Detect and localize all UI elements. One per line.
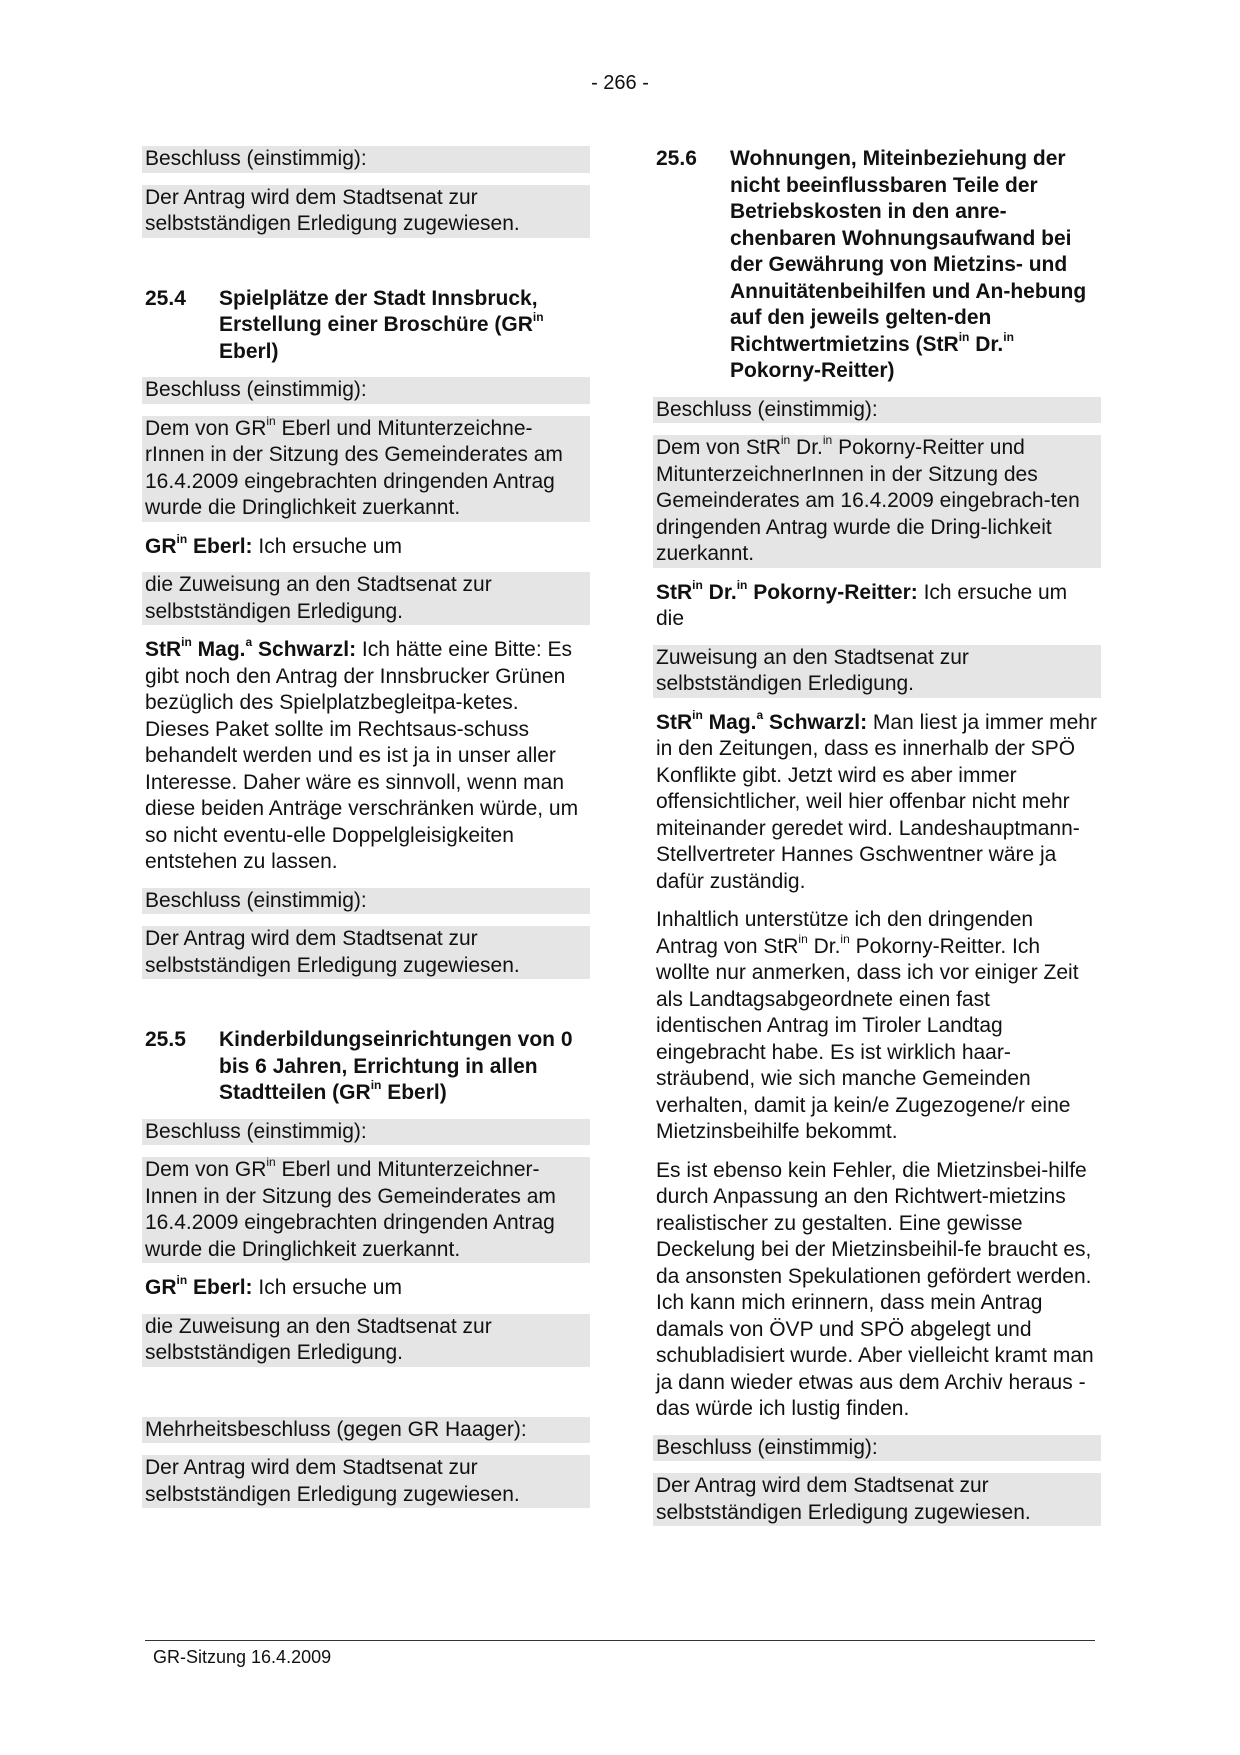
section-25-5-heading	[145, 1027, 587, 1107]
decision-label: Beschluss (einstimmig):	[142, 888, 590, 915]
request-text: Zuweisung an den Stadtsenat zur selbstständigen Erledigung.	[653, 645, 1101, 698]
speaker-statement: StR$^{in}$ Dr.$^{in}$ Pokorny-Reitter: Ich ersuche um die	[656, 577, 1068, 630]
decision-text: Der Antrag wird dem Stadtsenat zur selbstständigen Erledigung zugewiesen.	[653, 1473, 1101, 1526]
speaker-statement: $GR^{in}$ Eberl: Ich ersuche um	[145, 531, 402, 558]
decision-text: Dem von $GR^{in}$ Eberl und Mitunterzeichner-Innen in der Sitzung des Gemeinderates am 16.4.2009 eingebrachten dringenden Antrag wurde die Dringlichkeit zuerkannt.	[142, 1157, 590, 1263]
section-number: 25.5	[145, 1028, 186, 1051]
decision-label: Beschluss (einstimmig):	[142, 377, 590, 404]
section-title: Wohnungen, Miteinbeziehung der nicht beeinflussbaren Teile der Betriebskosten in den anre-chenbaren Wohnungsaufwand bei der Gewährung von Mietzins- und Annuitätenbeihilfen und An-hebung auf den jeweils gelten-den Richtwertmietzins (StR$^{in}$ Dr.$^{in}$ Pokorny-Reitter)	[730, 147, 1087, 382]
decision-text: Dem von StR$^{in}$ Dr.$^{in}$ Pokorny-Reitter und MitunterzeichnerInnen in der Sitzung des Gemeinderates am 16.4.2009 eingebrach-ten dringenden Antrag wurde die Dring-lichkeit zuerkannt.	[653, 435, 1101, 568]
decision-label: Beschluss (einstimmig):	[653, 397, 1101, 424]
section-number: 25.6	[656, 147, 697, 170]
speaker-statement: StR$^{in}$ Mag.$^a$ Schwarzl: Man liest ja immer mehr in den Zeitungen, dass es innerhalb der SPÖ Konflikte gibt. Jetzt wird es aber immer offensichtlicher, weil hier offenbar nicht mehr miteinander geredet wird. Landeshauptmann-Stellvertreter Hannes Gschwentner wäre ja dafür zuständig.	[656, 707, 1097, 893]
statement-paragraph: Es ist ebenso kein Fehler, die Mietzinsbei-hilfe durch Anpassung an den Richtwert-mietzins realistischer zu gestalten. Eine gewisse Deckelung bei der Mietzinsbeihil-fe braucht es, da ansonsten Spekulationen gefördert werden. Ich kann mich erinnern, dass mein Antrag damals von ÖVP und SPÖ abgelegt und schubladisiert wurde. Aber vielleicht kramt man ja dann wieder etwas aus dem Archiv heraus - das würde ich lustig finden.	[656, 1158, 1094, 1420]
right-column	[656, 146, 1098, 1526]
statement-paragraph: Inhaltlich unterstütze ich den dringenden Antrag von StR$^{in}$ Dr.$^{in}$ Pokorny-Reitter. Ich wollte nur anmerken, dass ich vor einiger Zeit als Landtagsabgeordnete einen fast identischen Antrag im Tiroler Landtag eingebracht habe. Es ist wirklich haar-sträubend, wie sich manche Gemeinden verhalten, damit ja kein/e Zugezogene/r eine Mietzinsbeihilfe bekommt.	[656, 908, 1079, 1143]
page-number: - 266 -	[591, 72, 649, 94]
footer-text: GR-Sitzung 16.4.2009	[153, 1647, 332, 1667]
footer-divider	[145, 1640, 1095, 1641]
decision-label: Beschluss (einstimmig):	[653, 1435, 1101, 1462]
left-column	[145, 146, 587, 1508]
decision-text: Der Antrag wird dem Stadtsenat zur selbstständigen Erledigung zugewiesen.	[142, 926, 590, 979]
decision-label: Mehrheitsbeschluss (gegen GR Haager):	[142, 1417, 590, 1444]
decision-text: Der Antrag wird dem Stadtsenat zur selbstständigen Erledigung zugewiesen.	[142, 1455, 590, 1508]
decision-text: Der Antrag wird dem Stadtsenat zur selbstständigen Erledigung zugewiesen.	[142, 185, 590, 238]
section-25-4-heading	[145, 286, 587, 366]
decision-text: Dem von $GR^{in}$ Eberl und Mitunterzeichne-rInnen in der Sitzung des Gemeinderates am 16.4.2009 eingebrachten dringenden Antrag wurde die Dringlichkeit zuerkannt.	[142, 416, 590, 522]
request-text: die Zuweisung an den Stadtsenat zur selbstständigen Erledigung.	[142, 572, 590, 625]
decision-label: Beschluss (einstimmig):	[142, 146, 590, 173]
speaker-statement: StR$^{in}$ Mag.$^a$ Schwarzl: Ich hätte eine Bitte: Es gibt noch den Antrag der Innsbrucker Grünen bezüglich des Spielplatzbegleitpa-ketes. Dieses Paket sollte im Rechtsaus-schuss behandelt werden und es ist ja in unser aller Interesse. Daher wäre es sinnvoll, wenn man diese beiden Anträge verschränken würde, um so nicht eventu-elle Doppelgleisigkeiten entstehen zu lassen.	[145, 635, 579, 873]
request-text: die Zuweisung an den Stadtsenat zur selbstständigen Erledigung.	[142, 1314, 590, 1367]
speaker-statement: $GR^{in}$ Eberl: Ich ersuche um	[145, 1273, 402, 1299]
section-25-6-heading	[656, 146, 1098, 385]
section-title: Kinderbildungseinrichtungen von 0 bis 6 Jahren, Errichtung in allen Stadtteilen ($GR^{in}$ Eberl)	[219, 1028, 573, 1104]
decision-label: Beschluss (einstimmig):	[142, 1119, 590, 1146]
section-title: Spielplätze der Stadt Innsbruck, Erstellung einer Broschüre ($GR^{in}$ Eberl)	[219, 286, 544, 363]
section-number: 25.4	[145, 286, 186, 310]
